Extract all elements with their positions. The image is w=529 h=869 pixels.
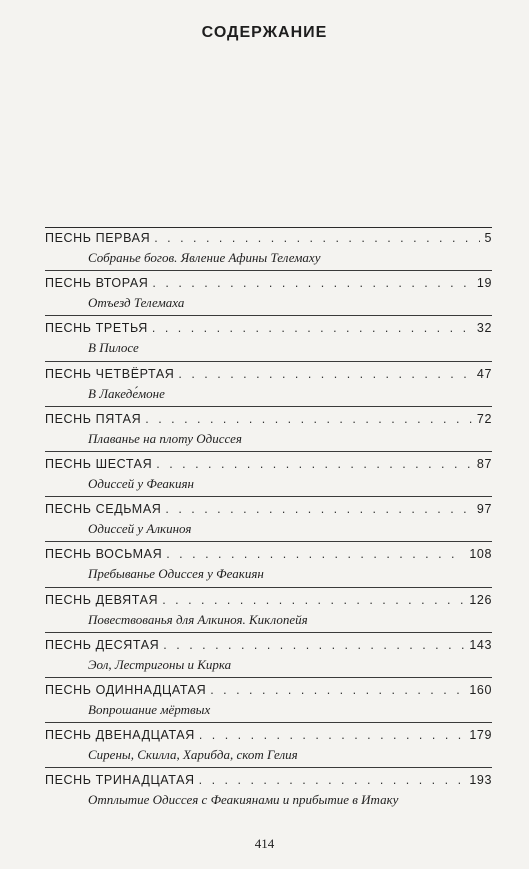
divider — [45, 541, 492, 542]
toc-entry — [45, 725, 492, 770]
leader-dots — [145, 409, 473, 429]
toc-page-number: 179 — [469, 728, 492, 743]
toc-heading: ПЕСНЬ ТРИНАДЦАТАЯ — [45, 773, 195, 788]
toc-subtitle: Плаванье на плоту Одиссея — [88, 430, 242, 446]
leader-dots — [163, 635, 465, 655]
toc-page-number: 87 — [476, 456, 492, 471]
toc-heading: ПЕСНЬ ПЕРВАЯ — [45, 231, 151, 245]
toc-heading: ПЕСНЬ ОДИННАДЦАТАЯ — [45, 682, 207, 697]
toc-subtitle: Отъезд Телемаха — [88, 295, 185, 311]
toc-heading: ПЕСНЬ ВОСЬМАЯ — [45, 547, 163, 562]
toc-entry — [45, 364, 492, 409]
divider — [45, 767, 492, 768]
divider — [45, 451, 492, 452]
toc-heading: ПЕСНЬ ДВЕНАДЦАТАЯ — [45, 728, 195, 743]
toc-entry — [45, 273, 492, 318]
toc-heading: ПЕСНЬ ДЕВЯТАЯ — [45, 592, 159, 607]
divider — [45, 496, 492, 497]
page-number-footer: 414 — [254, 836, 275, 851]
divider — [45, 722, 492, 723]
toc-subtitle: В Лакеде́моне — [88, 385, 165, 401]
divider — [45, 632, 492, 633]
toc-page-number: 32 — [476, 321, 492, 336]
leader-dots — [199, 770, 466, 790]
toc-entry — [45, 590, 492, 635]
divider — [45, 406, 492, 407]
toc-heading: ПЕСНЬ ВТОРАЯ — [45, 276, 149, 291]
toc-subtitle: Одиссей у Алкиноя — [88, 521, 192, 537]
toc-page-number: 5 — [484, 231, 492, 245]
toc-subtitle: Повествованья для Алкиноя. Киклопейя — [88, 611, 308, 627]
leader-dots — [166, 544, 465, 564]
toc-subtitle: Эол, Лестригоны и Кирка — [88, 656, 232, 672]
toc-heading: ПЕСНЬ ШЕСТАЯ — [45, 456, 153, 471]
toc-page-number: 47 — [476, 366, 492, 381]
leader-dots — [199, 725, 466, 745]
toc-page-number: 97 — [476, 502, 492, 517]
toc-heading: ПЕСНЬ ЧЕТВЁРТАЯ — [45, 366, 175, 381]
toc-heading: ПЕСНЬ ПЯТАЯ — [45, 411, 142, 426]
toc-subtitle: Вопрошание мёртвых — [88, 701, 211, 717]
divider — [45, 270, 492, 271]
toc-subtitle: В Пилосе — [88, 340, 139, 356]
toc-entry — [45, 409, 492, 454]
divider — [45, 361, 492, 362]
toc-page-number: 143 — [469, 637, 492, 652]
toc-entry — [45, 499, 492, 544]
page-title: СОДЕРЖАНИЕ — [201, 24, 328, 41]
leader-dots — [156, 454, 473, 474]
toc-page-number: 160 — [469, 682, 492, 697]
toc-heading: ПЕСНЬ ТРЕТЬЯ — [45, 321, 148, 336]
divider — [45, 677, 492, 678]
leader-dots — [152, 318, 473, 338]
table-of-contents — [45, 227, 492, 815]
toc-page-number: 193 — [469, 773, 492, 788]
toc-page-number: 19 — [476, 276, 492, 291]
toc-entry — [45, 680, 492, 725]
toc-subtitle: Собранье богов. Явление Афины Телемаху — [88, 250, 321, 265]
toc-entry — [45, 318, 492, 363]
toc-heading: ПЕСНЬ ДЕСЯТАЯ — [45, 637, 160, 652]
leader-dots — [210, 680, 465, 700]
toc-subtitle: Сирены, Скилла, Харибда, скот Гелия — [88, 747, 298, 763]
toc-entry — [45, 227, 492, 273]
toc-page-number: 72 — [476, 411, 492, 426]
toc-entry — [45, 544, 492, 589]
toc-subtitle: Пребыванье Одиссея у Феакиян — [88, 566, 264, 582]
toc-entry — [45, 635, 492, 680]
leader-dots — [178, 364, 472, 384]
leader-dots — [154, 228, 480, 248]
toc-entry — [45, 454, 492, 499]
toc-page-number: 126 — [469, 592, 492, 607]
toc-entry — [45, 770, 492, 815]
leader-dots — [165, 499, 473, 519]
divider — [45, 315, 492, 316]
toc-subtitle: Отплытие Одиссея с Феакиянами и прибытие в Итаку — [88, 792, 399, 808]
toc-heading: ПЕСНЬ СЕДЬМАЯ — [45, 502, 162, 517]
toc-subtitle: Одиссей у Феакиян — [88, 475, 194, 491]
divider — [45, 587, 492, 588]
toc-page-number: 108 — [469, 547, 492, 562]
leader-dots — [152, 273, 472, 293]
leader-dots — [162, 590, 465, 610]
